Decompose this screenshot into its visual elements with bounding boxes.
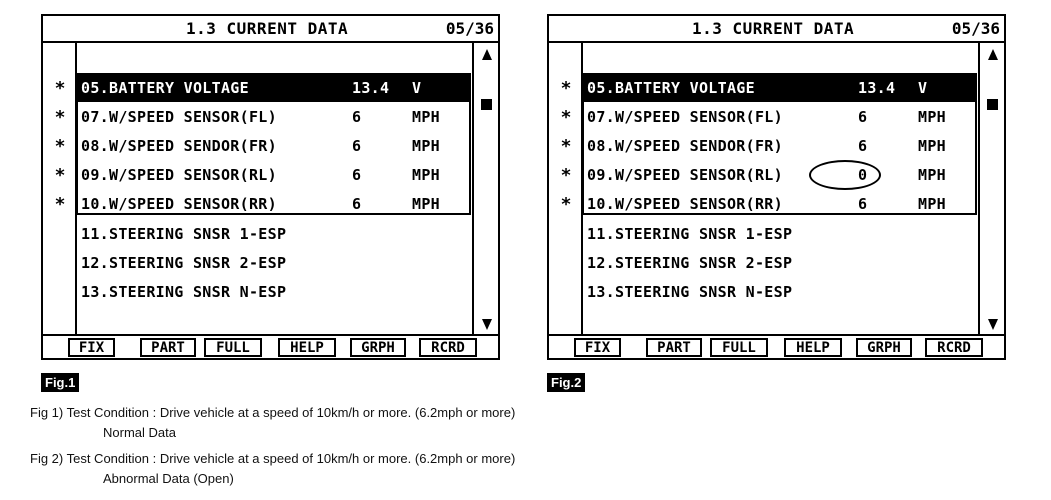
fixed-mark: * [560,78,572,99]
scroll-down-icon[interactable] [482,319,492,330]
screen-title: 1.3 CURRENT DATA [692,19,855,38]
param-name: 08.W/SPEED SENDOR(FR) [81,137,277,155]
scroll-down-icon[interactable] [988,319,998,330]
scan-tool-screen-1 [41,14,500,362]
param-unit: V [918,79,928,97]
param-value: 6 [352,108,362,126]
param-unit: MPH [412,108,440,126]
param-name: 09.W/SPEED SENSOR(RL) [587,166,783,184]
help-button[interactable]: HELP [784,338,842,357]
data-row-steering-n[interactable] [583,278,977,306]
page-indicator: 05/36 [445,19,494,38]
param-value: 13.4 [352,79,390,97]
fix-button[interactable]: FIX [574,338,621,357]
caption-fig2-condition: Fig 2) Test Condition : Drive vehicle at a speed of 10km/h or more. (6.2mph or more) [30,451,516,466]
function-button-bar [41,334,500,360]
data-row-steering-2[interactable] [583,249,977,277]
fixed-mark: * [54,165,66,186]
param-unit: MPH [412,137,440,155]
param-name: 05.BATTERY VOLTAGE [81,79,249,97]
param-unit: MPH [918,166,946,184]
figure-label-2: Fig.2 [547,373,585,392]
fixed-mark: * [54,107,66,128]
rcrd-button[interactable]: RCRD [419,338,477,357]
rcrd-button[interactable]: RCRD [925,338,983,357]
param-value: 6 [352,137,362,155]
screen-title: 1.3 CURRENT DATA [186,19,349,38]
help-button[interactable]: HELP [278,338,336,357]
fixed-selection-box [76,73,471,215]
scrollbar-divider [978,43,980,334]
param-unit: MPH [918,108,946,126]
param-name: 13.STEERING SNSR N-ESP [81,283,287,301]
param-name: 07.W/SPEED SENSOR(FL) [587,108,783,126]
part-button[interactable]: PART [140,338,196,357]
part-button[interactable]: PART [646,338,702,357]
fixed-mark: * [560,165,572,186]
param-unit: MPH [918,137,946,155]
scroll-thumb[interactable] [481,99,492,110]
screen-header [41,14,500,43]
function-button-bar [547,334,1006,360]
full-button[interactable]: FULL [710,338,768,357]
param-value: 13.4 [858,79,896,97]
fixed-mark: * [54,78,66,99]
param-name: 11.STEERING SNSR 1-ESP [587,225,793,243]
caption-fig1-condition: Fig 1) Test Condition : Drive vehicle at a speed of 10km/h or more. (6.2mph or more) [30,405,516,420]
scrollbar-divider [472,43,474,334]
param-name: 10.W/SPEED SENSOR(RR) [81,195,277,213]
grph-button[interactable]: GRPH [350,338,406,357]
scroll-thumb[interactable] [987,99,998,110]
param-value: 6 [352,166,362,184]
param-name: 09.W/SPEED SENSOR(RL) [81,166,277,184]
param-name: 07.W/SPEED SENSOR(FL) [81,108,277,126]
param-value: 6 [352,195,362,213]
fixed-mark: * [54,136,66,157]
fixed-mark: * [54,194,66,215]
caption-fig2-result: Abnormal Data (Open) [103,471,234,486]
caption-fig1-result: Normal Data [103,425,176,440]
fix-button[interactable]: FIX [68,338,115,357]
screen-header [547,14,1006,43]
param-unit: MPH [412,166,440,184]
param-name: 08.W/SPEED SENDOR(FR) [587,137,783,155]
figure-label-1: Fig.1 [41,373,79,392]
full-button[interactable]: FULL [204,338,262,357]
data-row-steering-1[interactable] [77,220,471,248]
fixed-mark: * [560,136,572,157]
param-value: 6 [858,195,868,213]
param-name: 12.STEERING SNSR 2-ESP [587,254,793,272]
page-indicator: 05/36 [951,19,1000,38]
scroll-up-icon[interactable] [988,49,998,60]
param-name: 13.STEERING SNSR N-ESP [587,283,793,301]
data-row-steering-1[interactable] [583,220,977,248]
param-value: 6 [858,108,868,126]
param-unit: MPH [412,195,440,213]
param-name: 12.STEERING SNSR 2-ESP [81,254,287,272]
grph-button[interactable]: GRPH [856,338,912,357]
param-unit: V [412,79,422,97]
data-row-steering-n[interactable] [77,278,471,306]
param-name: 10.W/SPEED SENSOR(RR) [587,195,783,213]
param-name: 11.STEERING SNSR 1-ESP [81,225,287,243]
scan-tool-screen-2 [547,14,1006,362]
abnormal-value-circle [809,160,881,190]
param-unit: MPH [918,195,946,213]
scroll-up-icon[interactable] [482,49,492,60]
data-row-steering-2[interactable] [77,249,471,277]
fixed-selection-box [582,73,977,215]
fixed-mark: * [560,107,572,128]
param-name: 05.BATTERY VOLTAGE [587,79,755,97]
param-value: 6 [858,137,868,155]
fixed-mark: * [560,194,572,215]
param-value: 0 [858,166,868,184]
